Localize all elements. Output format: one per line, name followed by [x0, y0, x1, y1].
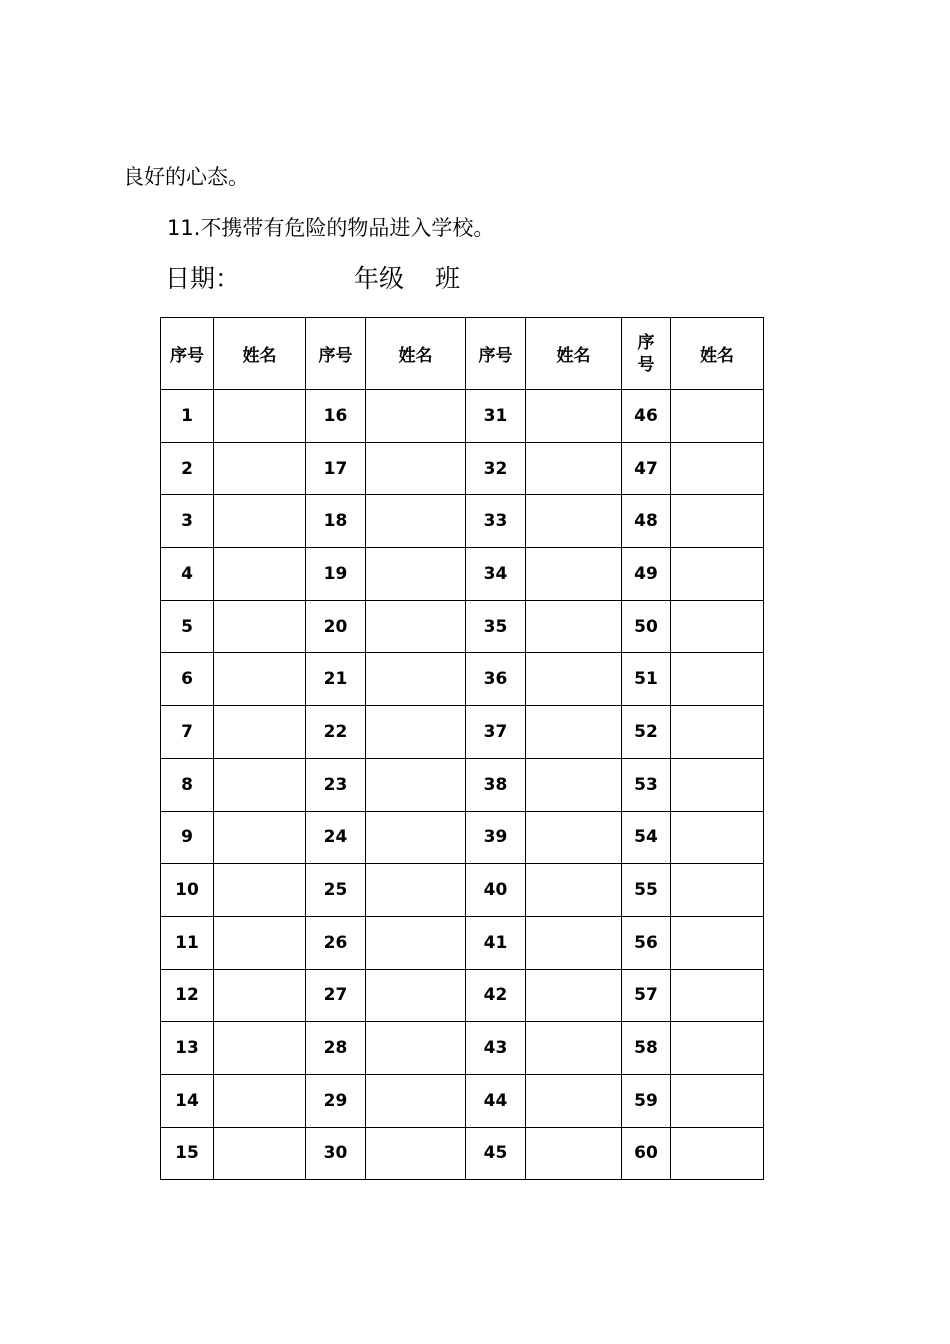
table-header-row	[161, 318, 764, 390]
number-cell: 25	[306, 864, 366, 917]
number-cell: 30	[306, 1127, 366, 1180]
number-cell: 19	[306, 548, 366, 601]
table-row	[161, 600, 764, 653]
name-cell[interactable]	[366, 758, 466, 811]
name-cell[interactable]	[214, 442, 306, 495]
name-cell[interactable]	[214, 1074, 306, 1127]
name-cell[interactable]	[214, 1022, 306, 1075]
text-line-rule-11: 11.不携带有危险的物品进入学校。	[167, 216, 495, 240]
name-cell[interactable]	[214, 600, 306, 653]
number-cell: 7	[161, 706, 214, 759]
name-cell[interactable]	[526, 864, 622, 917]
table-row	[161, 1074, 764, 1127]
name-cell[interactable]	[671, 916, 764, 969]
name-cell[interactable]	[671, 390, 764, 443]
number-cell: 38	[466, 758, 526, 811]
header-name: 姓名	[671, 318, 764, 390]
number-cell: 40	[466, 864, 526, 917]
header-number: 序号	[306, 318, 366, 390]
name-cell[interactable]	[671, 864, 764, 917]
text-line-mindset: 良好的心态。	[123, 165, 249, 189]
date-label: 日期：	[165, 264, 241, 293]
name-cell[interactable]	[366, 864, 466, 917]
number-cell: 12	[161, 969, 214, 1022]
table-row	[161, 1022, 764, 1075]
number-cell: 20	[306, 600, 366, 653]
name-cell[interactable]	[366, 1022, 466, 1075]
name-cell[interactable]	[214, 706, 306, 759]
name-cell[interactable]	[366, 1127, 466, 1180]
name-cell[interactable]	[526, 916, 622, 969]
number-cell: 49	[622, 548, 671, 601]
number-cell: 47	[622, 442, 671, 495]
number-cell: 43	[466, 1022, 526, 1075]
number-cell: 18	[306, 495, 366, 548]
number-cell: 55	[622, 864, 671, 917]
number-cell: 5	[161, 600, 214, 653]
table-row	[161, 442, 764, 495]
number-cell: 26	[306, 916, 366, 969]
name-cell[interactable]	[671, 1127, 764, 1180]
number-cell: 11	[161, 916, 214, 969]
name-cell[interactable]	[671, 811, 764, 864]
number-cell: 59	[622, 1074, 671, 1127]
name-cell[interactable]	[526, 653, 622, 706]
number-cell: 15	[161, 1127, 214, 1180]
header-number: 序号	[161, 318, 214, 390]
number-cell: 58	[622, 1022, 671, 1075]
table-row	[161, 758, 764, 811]
name-cell[interactable]	[526, 495, 622, 548]
number-cell: 2	[161, 442, 214, 495]
name-cell[interactable]	[366, 548, 466, 601]
table-row	[161, 811, 764, 864]
number-cell: 32	[466, 442, 526, 495]
table-row	[161, 1127, 764, 1180]
name-cell[interactable]	[214, 811, 306, 864]
number-cell: 60	[622, 1127, 671, 1180]
name-cell[interactable]	[366, 969, 466, 1022]
number-cell: 56	[622, 916, 671, 969]
number-cell: 54	[622, 811, 671, 864]
header-name: 姓名	[366, 318, 466, 390]
number-cell: 27	[306, 969, 366, 1022]
name-cell[interactable]	[366, 495, 466, 548]
table-row	[161, 548, 764, 601]
name-cell[interactable]	[214, 495, 306, 548]
table-row	[161, 653, 764, 706]
class-label: 班	[435, 264, 461, 293]
number-cell: 14	[161, 1074, 214, 1127]
name-cell[interactable]	[366, 390, 466, 443]
number-cell: 1	[161, 390, 214, 443]
name-cell[interactable]	[671, 1074, 764, 1127]
number-cell: 17	[306, 442, 366, 495]
name-cell[interactable]	[366, 1074, 466, 1127]
name-cell[interactable]	[526, 811, 622, 864]
name-cell[interactable]	[671, 442, 764, 495]
number-cell: 45	[466, 1127, 526, 1180]
name-cell[interactable]	[214, 390, 306, 443]
number-cell: 53	[622, 758, 671, 811]
name-cell[interactable]	[671, 600, 764, 653]
number-cell: 24	[306, 811, 366, 864]
number-cell: 37	[466, 706, 526, 759]
header-number: 序 号	[622, 318, 671, 390]
number-cell: 52	[622, 706, 671, 759]
number-cell: 33	[466, 495, 526, 548]
number-cell: 8	[161, 758, 214, 811]
name-cell[interactable]	[671, 653, 764, 706]
number-cell: 10	[161, 864, 214, 917]
number-cell: 28	[306, 1022, 366, 1075]
name-cell[interactable]	[526, 1022, 622, 1075]
number-cell: 44	[466, 1074, 526, 1127]
name-cell[interactable]	[366, 916, 466, 969]
name-cell[interactable]	[526, 706, 622, 759]
name-cell[interactable]	[366, 811, 466, 864]
number-cell: 35	[466, 600, 526, 653]
number-cell: 36	[466, 653, 526, 706]
name-cell[interactable]	[214, 864, 306, 917]
number-cell: 34	[466, 548, 526, 601]
name-cell[interactable]	[526, 969, 622, 1022]
number-cell: 41	[466, 916, 526, 969]
name-cell[interactable]	[526, 390, 622, 443]
roster-body	[161, 390, 764, 1180]
number-cell: 23	[306, 758, 366, 811]
number-cell: 3	[161, 495, 214, 548]
name-cell[interactable]	[214, 1127, 306, 1180]
header-name: 姓名	[526, 318, 622, 390]
table-row	[161, 390, 764, 443]
header-name: 姓名	[214, 318, 306, 390]
number-cell: 51	[622, 653, 671, 706]
name-cell[interactable]	[526, 1127, 622, 1180]
number-cell: 9	[161, 811, 214, 864]
table-row	[161, 969, 764, 1022]
number-cell: 57	[622, 969, 671, 1022]
name-cell[interactable]	[366, 706, 466, 759]
number-cell: 16	[306, 390, 366, 443]
date-grade-class-line	[165, 262, 665, 296]
name-cell[interactable]	[366, 653, 466, 706]
grade-label: 年级	[354, 264, 405, 293]
name-cell[interactable]	[671, 706, 764, 759]
number-cell: 22	[306, 706, 366, 759]
name-cell[interactable]	[366, 600, 466, 653]
name-cell[interactable]	[526, 548, 622, 601]
number-cell: 31	[466, 390, 526, 443]
number-cell: 46	[622, 390, 671, 443]
header-number: 序号	[466, 318, 526, 390]
name-cell[interactable]	[214, 548, 306, 601]
name-cell[interactable]	[366, 442, 466, 495]
number-cell: 4	[161, 548, 214, 601]
table-row	[161, 706, 764, 759]
name-cell[interactable]	[671, 548, 764, 601]
name-cell[interactable]	[526, 758, 622, 811]
number-cell: 42	[466, 969, 526, 1022]
roster-table	[160, 317, 764, 1180]
name-cell[interactable]	[526, 1074, 622, 1127]
name-cell[interactable]	[526, 600, 622, 653]
name-cell[interactable]	[214, 653, 306, 706]
number-cell: 48	[622, 495, 671, 548]
number-cell: 50	[622, 600, 671, 653]
number-cell: 6	[161, 653, 214, 706]
name-cell[interactable]	[526, 442, 622, 495]
name-cell[interactable]	[671, 758, 764, 811]
name-cell[interactable]	[214, 916, 306, 969]
table-row	[161, 864, 764, 917]
number-cell: 39	[466, 811, 526, 864]
number-cell: 13	[161, 1022, 214, 1075]
table-row	[161, 916, 764, 969]
number-cell: 29	[306, 1074, 366, 1127]
name-cell[interactable]	[214, 758, 306, 811]
number-cell: 21	[306, 653, 366, 706]
name-cell[interactable]	[671, 495, 764, 548]
name-cell[interactable]	[671, 1022, 764, 1075]
name-cell[interactable]	[214, 969, 306, 1022]
table-row	[161, 495, 764, 548]
name-cell[interactable]	[671, 969, 764, 1022]
